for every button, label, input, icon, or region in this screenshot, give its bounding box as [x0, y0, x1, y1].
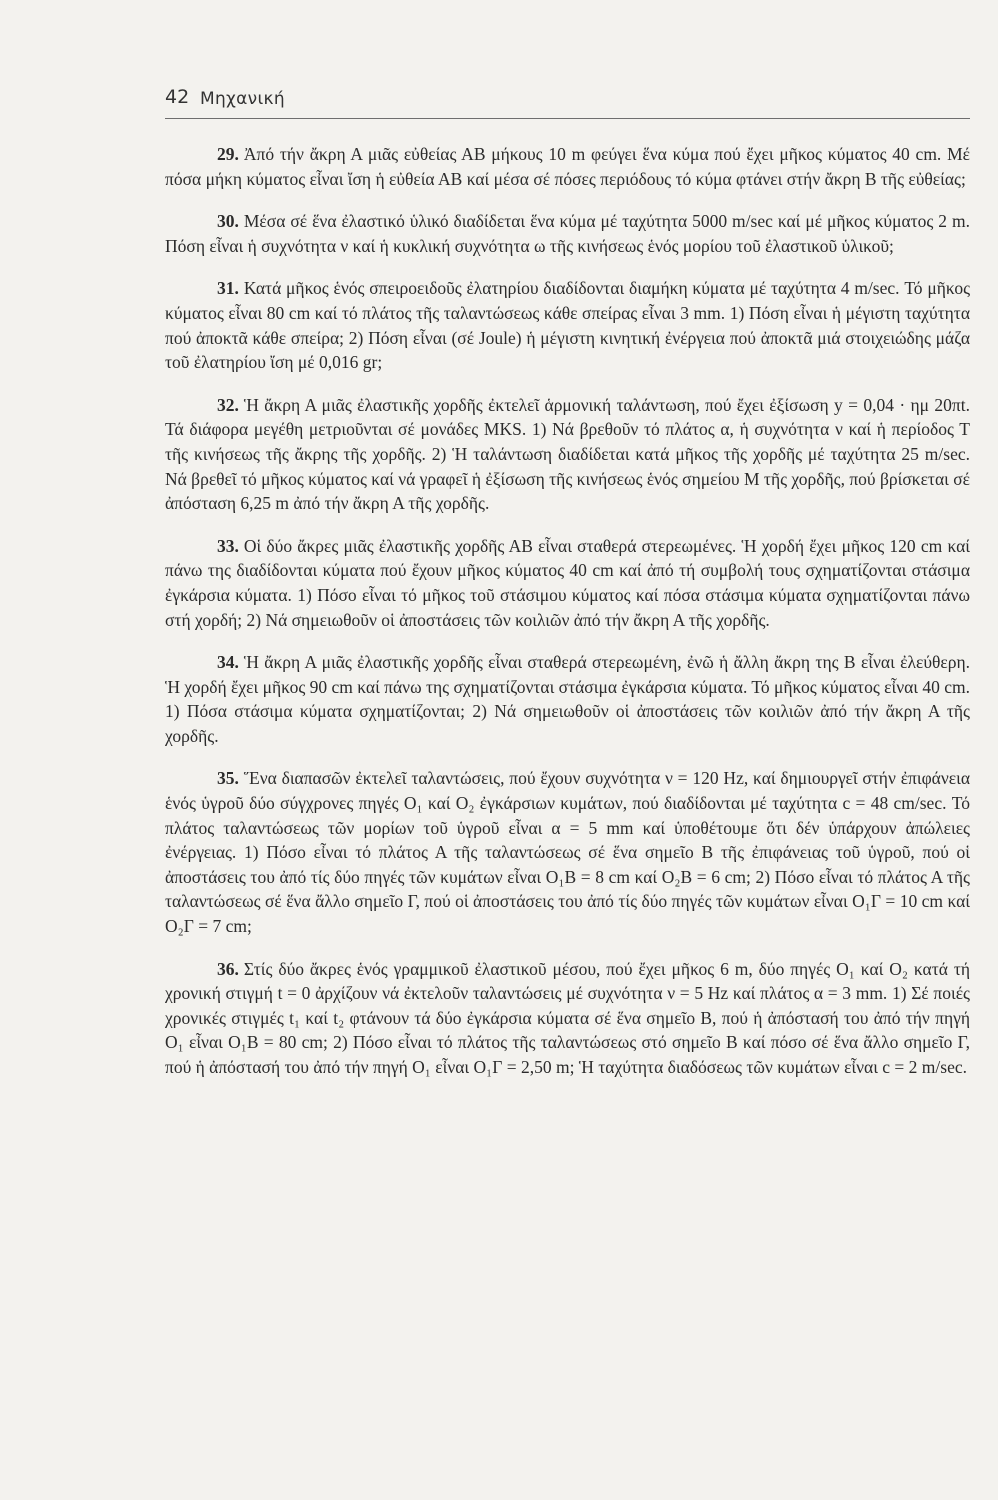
section-title: Μηχανική: [200, 89, 285, 109]
running-head: [165, 82, 970, 119]
problem-number: 30.: [217, 211, 239, 232]
problem-31: [165, 276, 970, 374]
problem-30: [165, 209, 970, 258]
page-number: 42: [165, 86, 190, 108]
problem-text: Ἕνα διαπασῶν ἐκτελεῖ ταλαντώσεις, πού ἔχουν συχνότητα ν = 120 Hz, καί δημιουργεῖ στήν ἐπιφάνεια ἑνός ὑγροῦ δύο σύγχρονες πηγές O₁ καί O₂ ἐγκάρσιων κυμάτων, πού διαδίδονται μέ ταχύτητα c = 48 cm/sec. Τό πλάτος ταλαντώσεως τῶν μορίων τοῦ ὑγροῦ εἶναι α = 5 mm καί ὑποθέτουμε ὅτι δέν ὑπάρχουν ἀπώλειες ἐνέργειας. 1) Πόσο εἶναι τό πλάτος Α τῆς ταλαντώσεως σέ ἕνα σημεῖο Β τῆς ἐπιφάνειας τοῦ ὑγροῦ, πού οἱ ἀποστάσεις του ἀπό τίς δύο πηγές τῶν κυμάτων εἶναι O₁B = 8 cm καί O₂B = 6 cm; 2) Πόσο εἶναι τό πλάτος Α τῆς ταλαντώσεως σέ ἕνα ἄλλο σημεῖο Γ, πού οἱ ἀποστάσεις του ἀπό τίς δύο πηγές τῶν κυμάτων εἶναι O₁Γ = 10 cm καί O₂Γ = 7 cm;: [165, 768, 970, 937]
problem-text: Μέσα σέ ἕνα ἐλαστικό ὑλικό διαδίδεται ἕνα κύμα μέ ταχύτητα 5000 m/sec καί μέ μῆκος κύματος 2 m. Πόση εἶναι ἡ συχνότητα ν καί ἡ κυκλική συχνότητα ω τῆς κινήσεως ἑνός μορίου τοῦ ἐλαστικοῦ ὑλικοῦ;: [165, 211, 970, 256]
problem-number: 32.: [217, 394, 239, 415]
problem-text: Στίς δύο ἄκρες ἑνός γραμμικοῦ ἐλαστικοῦ μέσου, πού ἔχει μῆκος 6 m, δύο πηγές O₁ καί O₂ κατά τή χρονική στιγμή t = 0 ἀρχίζουν νά ἐκτελοῦν ταλαντώσεις μέ συχνότητα ν = 5 Hz καί πλάτος α = 3 mm. 1) Σέ ποιές χρονικές στιγμές t₁ καί t₂ φτάνουν τά δύο ἐγκάρσια κύματα σέ ἕνα σημεῖο Β, πού ἡ ἀπόστασή του ἀπό τήν πηγή O₁ εἶναι O₁B = 80 cm; 2) Πόσο εἶναι τό πλάτος τῆς ταλαντώσεως στό σημεῖο Β καί πόσο σέ ἕνα ἄλλο σημεῖο Γ, πού ἡ ἀπόστασή του ἀπό τήν πηγή O₁ εἶναι O₁Γ = 2,50 m; Ἡ ταχύτητα διαδόσεως τῶν κυμάτων εἶναι c = 2 m/sec.: [165, 958, 970, 1077]
problem-text: Ἡ ἄκρη Α μιᾶς ἐλαστικῆς χορδῆς εἶναι σταθερά στερεωμένη, ἐνῶ ἡ ἄλλη ἄκρη της Β εἶναι ἐλεύθερη. Ἡ χορδή ἔχει μῆκος 90 cm καί πάνω της σχηματίζονται στάσιμα ἐγκάρσια κύματα. Τό μῆκος κύματος εἶναι 40 cm. 1) Πόσα στάσιμα κύματα σχηματίζονται; 2) Νά σημειωθοῦν οἱ ἀποστάσεις τῶν κοιλιῶν ἀπό τήν ἄκρη Α τῆς χορδῆς.: [165, 652, 970, 746]
problem-text: Κατά μῆκος ἑνός σπειροειδοῦς ἐλατηρίου διαδίδονται διαμήκη κύματα μέ ταχύτητα 4 m/sec. Τό μῆκος κύματος εἶναι 80 cm καί τό πλάτος τῆς ταλαντώσεως κάθε σπείρας εἶναι 3 mm. 1) Πόση εἶναι ἡ μέγιστη ταχύτητα πού ἀποκτᾶ κάθε σπείρα; 2) Πόση εἶναι (σέ Joule) ἡ μέγιστη κινητική ἐνέργεια πού ἀποκτᾶ μιά στοιχειώδης μάζα τοῦ ἐλατηρίου ἴση μέ 0,016 gr;: [165, 278, 970, 373]
problem-number: 36.: [217, 958, 239, 979]
problem-29: [165, 142, 970, 191]
problem-text: Ἡ ἄκρη Α μιᾶς ἐλαστικῆς χορδῆς ἐκτελεῖ ἁρμονική ταλάντωση, πού ἔχει ἐξίσωση y = 0,04 · ημ 20πt. Τά διάφορα μεγέθη μετριοῦνται σέ μονάδες MKS. 1) Νά βρεθοῦν τό πλάτος α, ἡ συχνότητα ν καί ἡ περίοδος Τ τῆς κινήσεως τῆς ἄκρης τῆς χορδῆς. 2) Ἡ ταλάντωση διαδίδεται κατά μῆκος τῆς χορδῆς μέ ταχύτητα 25 m/sec. Νά βρεθεῖ τό μῆκος κύματος καί νά γραφεῖ ἡ ἐξίσωση τῆς κινήσεως ἑνός σημείου Μ τῆς χορδῆς, πού βρίσκεται σέ ἀπόσταση 6,25 m ἀπό τήν ἄκρη Α τῆς χορδῆς.: [165, 394, 970, 514]
problem-number: 33.: [217, 535, 239, 556]
problem-32: [165, 393, 970, 516]
problem-number: 34.: [217, 652, 239, 673]
problem-number: 35.: [217, 768, 239, 789]
problem-text: Ἀπό τήν ἄκρη Α μιᾶς εὐθείας ΑΒ μήκους 10 m φεύγει ἕνα κύμα πού ἔχει μῆκος κύματος 40 cm. Μέ πόσα μήκη κύματος εἶναι ἴση ἡ εὐθεία ΑΒ καί μέσα σέ πόσες περιόδους τό κύμα φτάνει στήν ἄκρη Β τῆς εὐθείας;: [165, 144, 970, 189]
problem-34: [165, 650, 970, 748]
problem-33: [165, 534, 970, 632]
problem-35: [165, 766, 970, 938]
problem-number: 31.: [217, 278, 239, 299]
problem-number: 29.: [217, 144, 239, 164]
problem-36: [165, 957, 970, 1080]
problem-text: Οἱ δύο ἄκρες μιᾶς ἐλαστικῆς χορδῆς ΑΒ εἶναι σταθερά στερεωμένες. Ἡ χορδή ἔχει μῆκος 120 cm καί πάνω της διαδίδονται κύματα πού ἔχουν μῆκος κύματος 40 cm καί ἀπό τή συμβολή τους σχηματίζονται στάσιμα ἐγκάρσια κύματα. 1) Πόσο εἶναι τό μῆκος τοῦ στάσιμου κύματος καί πόσα στάσιμα κύματα σχηματίζονται πάνω στή χορδή; 2) Νά σημειωθοῦν οἱ ἀποστάσεις τῶν κοιλιῶν ἀπό τήν ἄκρη Α τῆς χορδῆς.: [165, 535, 970, 630]
problem-list: [165, 142, 970, 1098]
